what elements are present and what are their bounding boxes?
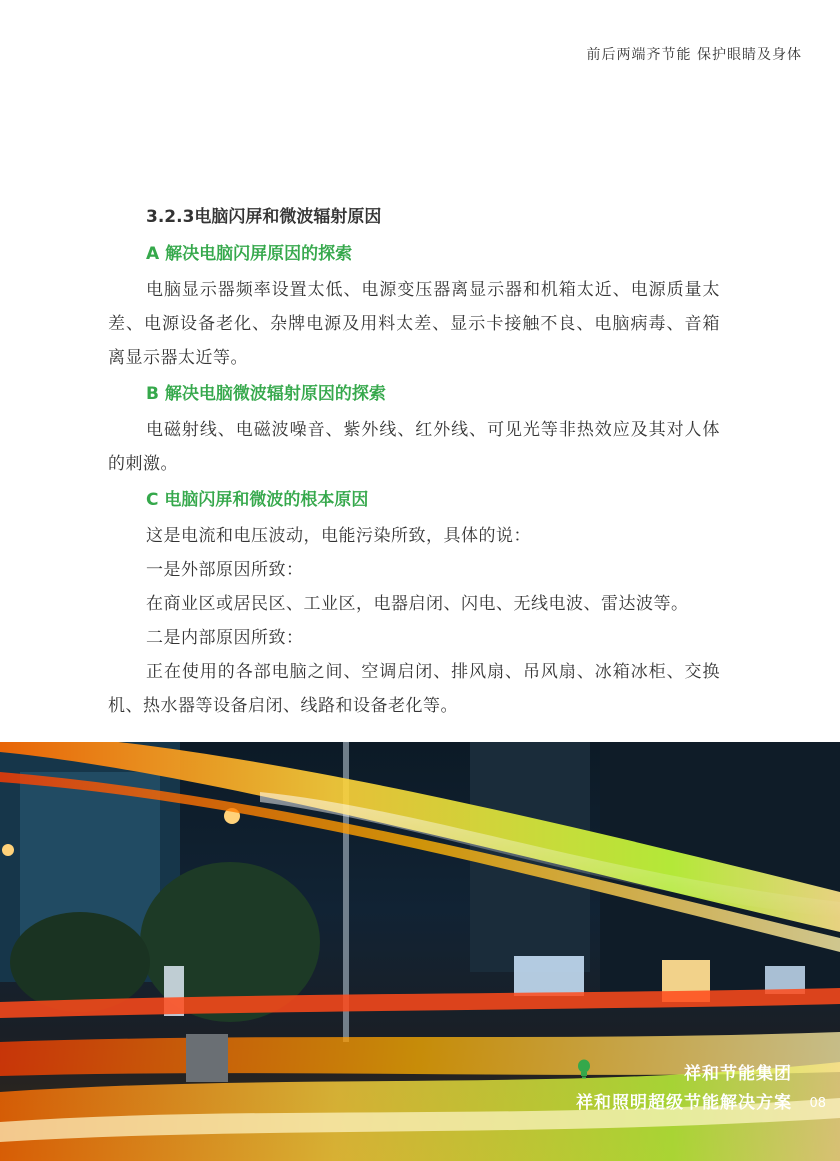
subhead-c: C 电脑闪屏和微波的根本原因: [146, 490, 369, 510]
main-content: [108, 200, 720, 723]
subhead-a: A 解决电脑闪屏原因的探索: [146, 244, 353, 264]
paragraph-c2: 一是外部原因所致：: [146, 560, 304, 580]
subhead-b: B 解决电脑微波辐射原因的探索: [146, 384, 386, 404]
paragraph-c5: 正在使用的各部电脑之间、空调启闭、排风扇、吊风扇、冰箱冰柜、交换机、热水器等设备启闭、线路和设备老化等。: [108, 662, 720, 716]
page-header: 前后两端齐节能 保护眼睛及身体: [586, 47, 802, 63]
bulb-icon: [576, 1059, 592, 1079]
brand-name-row: [576, 1059, 792, 1084]
trash-bin: [186, 1034, 228, 1082]
section-title: 3.2.3电脑闪屏和微波辐射原因: [146, 207, 382, 227]
tree: [10, 912, 150, 1012]
brand-tagline: 祥和照明超级节能解决方案: [576, 1093, 792, 1113]
brand-name: 祥和节能集团: [684, 1064, 792, 1084]
paragraph-b: 电磁射线、电磁波噪音、紫外线、红外线、可见光等非热效应及其对人体的刺激。: [108, 420, 720, 474]
paragraph-a: 电脑显示器频率设置太低、电源变压器离显示器和机箱太近、电源质量太差、电源设备老化、杂牌电源及用料太差、显示卡接触不良、电脑病毒、音箱离显示器太近等。: [108, 280, 720, 368]
page-number: 08: [809, 1096, 826, 1111]
paragraph-c4: 二是内部原因所致：: [146, 628, 304, 648]
street-light: [2, 844, 14, 856]
billboard: [514, 956, 584, 996]
brand-block: [576, 1059, 792, 1113]
paragraph-c1: 这是电流和电压波动，电能污染所致，具体的说：: [146, 526, 531, 546]
paragraph-c3: 在商业区或居民区、工业区，电器启闭、闪电、无线电波、雷达波等。: [146, 594, 689, 614]
night-city-light-trails-image: [0, 742, 840, 1161]
